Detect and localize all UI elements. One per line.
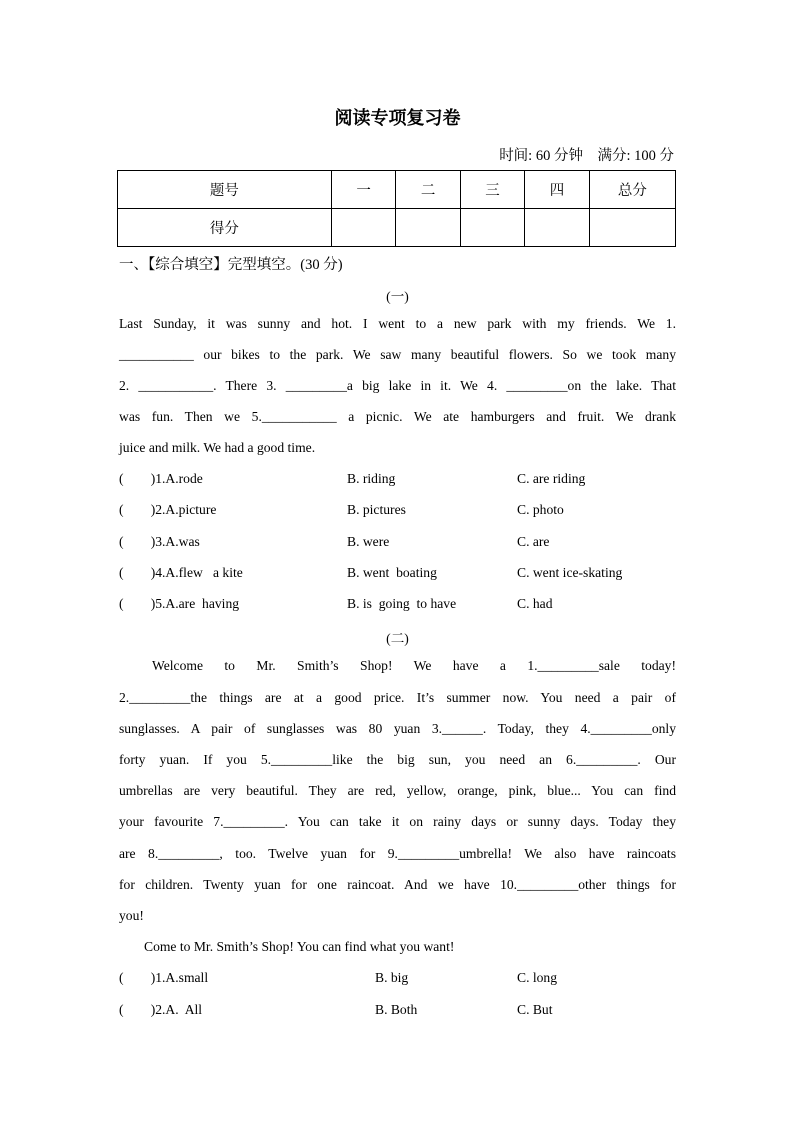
score-input-cell[interactable] (460, 209, 524, 247)
score-header-cell: 题号 (118, 171, 332, 209)
exam-meta: 时间: 60 分钟 满分: 100 分 (499, 148, 674, 164)
page-title: 阅读专项复习卷 (334, 108, 461, 129)
option-b: B. pictures (347, 502, 406, 517)
passage-line: 2. ___________. There 3. _________a big lake in it. We 4. _________on the lake. That (119, 378, 676, 393)
passage-line: Welcome to Mr. Smith’s Shop! We have a 1._________sale today! (152, 658, 676, 673)
score-header-cell: 一 (331, 171, 395, 209)
passage-line: Last Sunday, it was sunny and hot. I went to a new park with my friends. We 1. (119, 316, 676, 331)
passage-line: 2._________the things are at a good price. It’s summer now. You need a pair of (119, 690, 676, 705)
option-b: B. Both (375, 1002, 418, 1017)
question-number: ( )2.A.picture (119, 502, 217, 517)
option-c: C. are (517, 534, 550, 549)
option-b: B. were (347, 534, 390, 549)
score-input-cell[interactable] (331, 209, 395, 247)
score-header-cell: 三 (460, 171, 524, 209)
part-label: (二) (386, 631, 409, 646)
passage-line: juice and milk. We had a good time. (119, 440, 316, 455)
option-c: C. are riding (517, 471, 586, 486)
option-b: B. big (375, 970, 409, 985)
passage-line: umbrellas are very beautiful. They are red, yellow, orange, pink, blue... You can find (119, 783, 676, 798)
option-b: B. is going to have (347, 596, 457, 611)
passage-line: for children. Twenty yuan for one raincoat. And we have 10._________other things for (119, 877, 676, 892)
passage-line: forty yuan. If you 5._________like the big sun, you need an 6._________. Our (119, 752, 676, 767)
score-header-cell: 四 (525, 171, 589, 209)
passage-closing: Come to Mr. Smith’s Shop! You can find what you want! (144, 939, 455, 954)
option-c: C. But (517, 1002, 553, 1017)
score-input-cell[interactable] (525, 209, 589, 247)
passage-line: sunglasses. A pair of sunglasses was 80 yuan 3.______. Today, they 4._________only (119, 721, 676, 736)
score-table-score-row (118, 209, 676, 247)
option-c: C. had (517, 596, 553, 611)
score-input-cell[interactable] (589, 209, 675, 247)
question-number: ( )3.A.was (119, 534, 200, 549)
score-table-header-row (118, 171, 676, 209)
option-b: B. went boating (347, 565, 437, 580)
passage-line: you! (119, 908, 144, 923)
question-number: ( )5.A.are having (119, 596, 240, 611)
option-c: C. photo (517, 502, 564, 517)
question-number: ( )1.A.rode (119, 471, 203, 486)
passage-line: your favourite 7._________. You can take it on rainy days or sunny days. Today they (119, 814, 676, 829)
part-label: (一) (386, 289, 409, 304)
score-row-label: 得分 (118, 209, 332, 247)
option-c: C. went ice-skating (517, 565, 623, 580)
score-input-cell[interactable] (396, 209, 460, 247)
passage-line: are 8._________, too. Twelve yuan for 9._________umbrella! We also have raincoats (119, 846, 676, 861)
passage-line: was fun. Then we 5.___________ a picnic. We ate hamburgers and fruit. We drank (119, 409, 676, 424)
question-number: ( )4.A.flew a kite (119, 565, 243, 580)
score-header-cell: 二 (396, 171, 460, 209)
passage-line: ___________ our bikes to the park. We saw many beautiful flowers. So we took many (119, 347, 676, 362)
question-number: ( )2.A. All (119, 1002, 203, 1017)
section-heading: 一、【综合填空】完型填空。(30 分) (119, 257, 343, 273)
score-table (117, 170, 676, 247)
option-c: C. long (517, 970, 558, 985)
question-number: ( )1.A.small (119, 970, 209, 985)
option-b: B. riding (347, 471, 396, 486)
score-header-cell: 总分 (589, 171, 675, 209)
